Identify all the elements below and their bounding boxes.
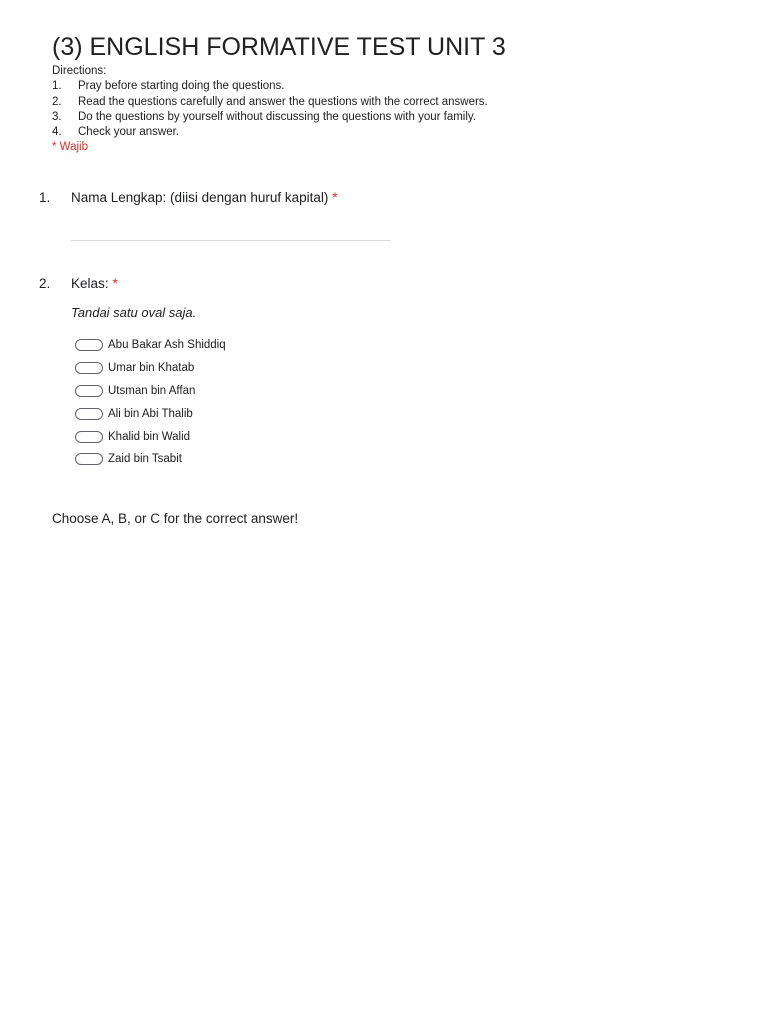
- option-label: Umar bin Khatab: [108, 362, 195, 375]
- required-note: * Wajib: [52, 141, 88, 154]
- radio-oval-icon[interactable]: [75, 431, 103, 443]
- radio-option[interactable]: [75, 448, 719, 471]
- direction-text: Check your answer.: [78, 126, 179, 139]
- direction-number: 2.: [52, 95, 62, 108]
- direction-text: Do the questions by yourself without discussing the questions with your family.: [78, 110, 477, 123]
- direction-text: Read the questions carefully and answer the questions with the correct answers.: [78, 95, 488, 108]
- radio-oval-icon[interactable]: [75, 453, 103, 465]
- question-number: 2.: [39, 276, 51, 291]
- direction-number: 1.: [52, 80, 62, 93]
- required-asterisk: *: [332, 190, 338, 205]
- option-label: Ali bin Abi Thalib: [108, 407, 193, 420]
- form-title: (3) ENGLISH FORMATIVE TEST UNIT 3: [52, 33, 506, 61]
- question-header: [39, 189, 719, 207]
- directions-heading: Directions:: [52, 65, 107, 77]
- required-asterisk: *: [112, 276, 118, 291]
- form-description: [52, 64, 692, 156]
- question-header: [39, 275, 719, 293]
- radio-options: [75, 334, 719, 471]
- radio-option[interactable]: [75, 334, 719, 357]
- section-instruction: Choose A, B, or C for the correct answer!: [52, 511, 299, 526]
- direction-item: [52, 110, 692, 125]
- option-label: Khalid bin Walid: [108, 430, 191, 443]
- question-full-name: [39, 189, 719, 207]
- question-label: Kelas:: [71, 276, 109, 291]
- radio-option[interactable]: [75, 357, 719, 380]
- option-label: Zaid bin Tsabit: [108, 453, 182, 466]
- direction-item: [52, 125, 692, 140]
- question-hint: Tandai satu oval saja.: [71, 305, 197, 320]
- question-class: [39, 275, 719, 471]
- full-name-answer-line[interactable]: [71, 240, 391, 241]
- direction-number: 4.: [52, 126, 62, 139]
- radio-oval-icon[interactable]: [75, 408, 103, 420]
- radio-oval-icon[interactable]: [75, 385, 103, 397]
- radio-option[interactable]: [75, 425, 719, 448]
- option-label: Utsman bin Affan: [108, 384, 196, 397]
- direction-number: 3.: [52, 110, 62, 123]
- direction-item: [52, 79, 692, 94]
- direction-item: [52, 95, 692, 110]
- question-number: 1.: [39, 190, 51, 205]
- radio-option[interactable]: [75, 380, 719, 403]
- radio-option[interactable]: [75, 402, 719, 425]
- radio-oval-icon[interactable]: [75, 339, 103, 351]
- option-label: Abu Bakar Ash Shiddiq: [108, 339, 226, 352]
- directions-list: [52, 79, 692, 140]
- direction-text: Pray before starting doing the questions.: [78, 80, 285, 93]
- question-label: Nama Lengkap: (diisi dengan huruf kapital): [71, 190, 329, 205]
- radio-oval-icon[interactable]: [75, 362, 103, 374]
